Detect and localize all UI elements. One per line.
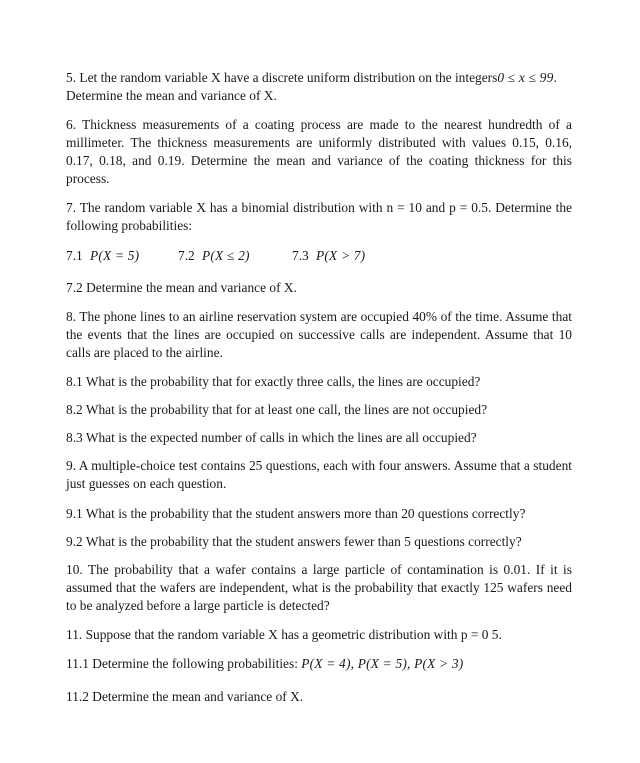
question-11: 11. Suppose that the random variable X has a geometric distribution with p = 0 5.: [66, 627, 502, 642]
q7-3-math: P(X > 7): [316, 248, 366, 263]
question-5-line2: Determine the mean and variance of X.: [66, 88, 277, 103]
q7-2-math: P(X ≤ 2): [202, 248, 250, 263]
question-9: 9. A multiple-choice test contains 25 questions, each with four answers. Assume that a student just guesses on each question.: [66, 458, 572, 491]
question-5-end: .: [553, 70, 557, 85]
question-11-2: 11.2 Determine the mean and variance of X.: [66, 689, 304, 704]
question-8-3: 8.3 What is the expected number of calls in which the lines are all occupied?: [66, 430, 477, 445]
q7-1-math: P(X = 5): [90, 248, 140, 263]
question-8-2: 8.2 What is the probability that for at least one call, the lines are not occupied?: [66, 402, 488, 417]
question-11-1-text: 11.1 Determine the following probabilities:: [66, 656, 298, 671]
q7-2-label: 7.2: [178, 248, 195, 263]
question-7-probabilities: [66, 247, 572, 265]
question-5-math: 0 ≤ x ≤ 99: [497, 70, 554, 85]
q7-1-label: 7.1: [66, 248, 83, 263]
question-5: [66, 69, 572, 105]
question-7-mean-variance: 7.2 Determine the mean and variance of X.: [66, 280, 297, 295]
question-9-2: 9.2 What is the probability that the student answers fewer than 5 questions correctly?: [66, 534, 522, 549]
question-9-1: 9.1 What is the probability that the student answers more than 20 questions correctly?: [66, 506, 526, 521]
question-10: 10. The probability that a wafer contains a large particle of contamination is 0.01. If it is assumed that the wafers are independent, what is the probability that exactly 125 wafers need to be analyzed before a large particle is detected?: [66, 562, 572, 613]
question-8-1: 8.1 What is the probability that for exactly three calls, the lines are occupied?: [66, 374, 481, 389]
question-5-text: 5. Let the random variable X have a discrete uniform distribution on the integers: [66, 70, 498, 85]
question-11-1: [66, 655, 572, 673]
question-7: 7. The random variable X has a binomial distribution with n = 10 and p = 0.5. Determine the following probabilities:: [66, 200, 572, 233]
question-6: 6. Thickness measurements of a coating process are made to the nearest hundredth of a millimeter. The thickness measurements are uniformly distributed with values 0.15, 0.16, 0.17, 0.18, and 0.19. Determine the mean and variance of the coating thickness for this process.: [66, 117, 572, 186]
question-8: 8. The phone lines to an airline reservation system are occupied 40% of the time. Assume that the events that the lines are occupied on successive calls are independent. Assume that 10 calls are placed to the airline.: [66, 309, 572, 360]
q7-3-label: 7.3: [292, 248, 309, 263]
question-11-1-math: P(X = 4), P(X = 5), P(X > 3): [301, 656, 464, 671]
